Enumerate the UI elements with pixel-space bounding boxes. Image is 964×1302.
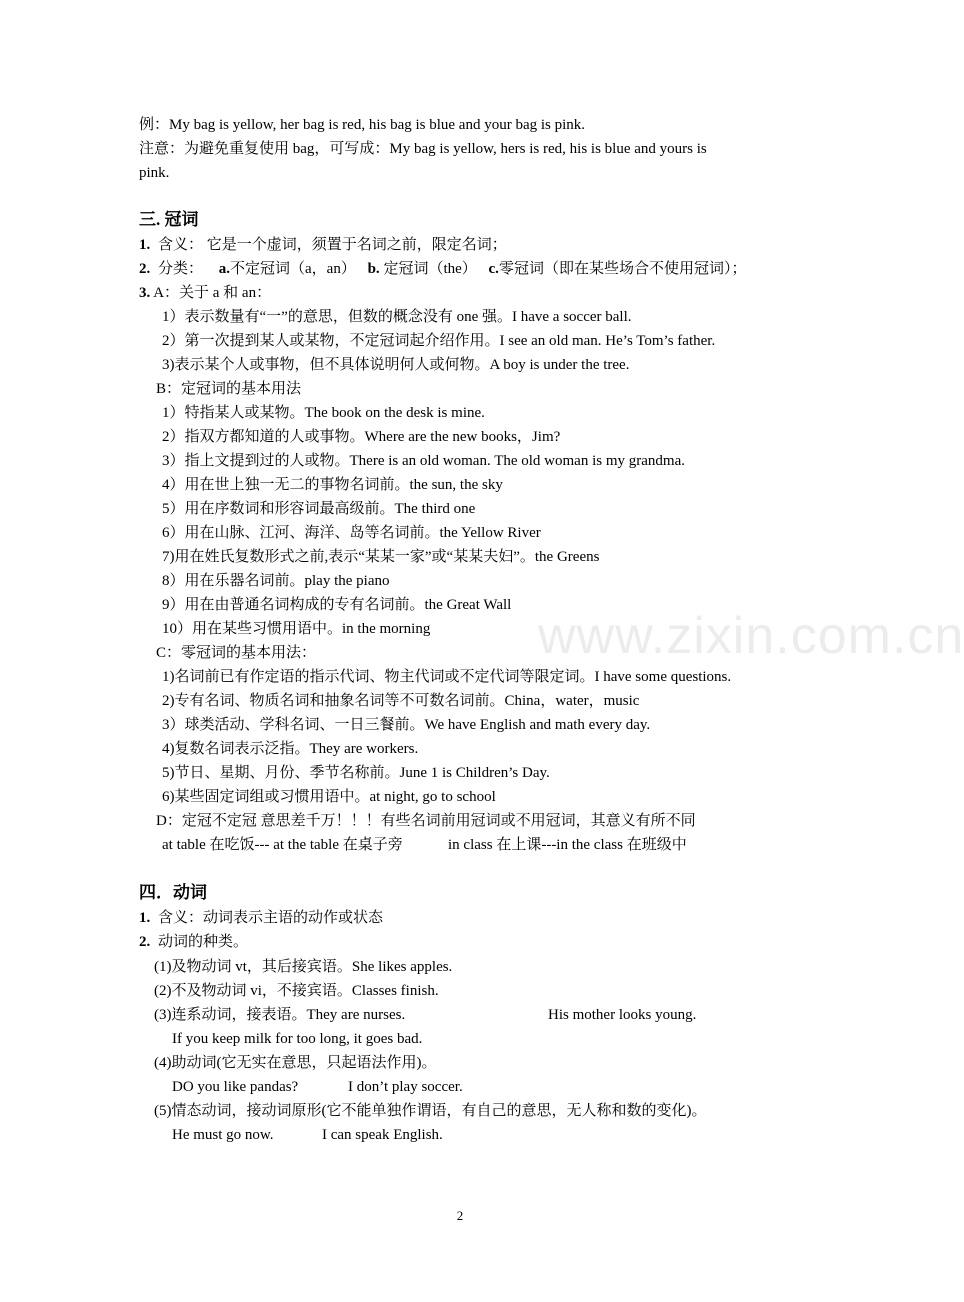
list-item: 2）第一次提到某人或某物，不定冠词起介绍作用。I see an old man. He’s Tom’s father. (162, 333, 716, 349)
verb-kinds-heading (139, 932, 248, 952)
class-c-text: 零冠词（即在某些场合不使用冠词）； (498, 261, 747, 277)
list-item: 2)专有名词、物质名词和抽象名词等不可数名词前。China，water，music (162, 693, 640, 709)
example-sentence: DO you like pandas? (172, 1079, 299, 1095)
example-sentence: I can speak English. (322, 1127, 443, 1143)
subsection-a-title: A：关于 a 和 an： (153, 285, 272, 301)
example-sentence: His mother looks young. (548, 1007, 697, 1023)
list-item: 3）球类活动、学科名词、一日三餐前。We have English and math every day. (162, 717, 651, 733)
list-item: 1）表示数量有“一”的意思，但数的概念没有 one 强。I have a soccer ball. (162, 309, 632, 325)
articles-definition (139, 235, 507, 255)
contrast-example: in class 在上课---in the class 在班级中 (448, 837, 687, 853)
page-number: 2 (456, 1208, 464, 1223)
list-item: (3)连系动词，接表语。They are nurses. (154, 1007, 406, 1023)
list-item: 4）用在世上独一无二的事物名词前。the sun, the sky (162, 477, 503, 493)
item-number: 2. (139, 934, 151, 950)
example-sentence: I don’t play soccer. (348, 1079, 463, 1095)
list-item: 7)用在姓氏复数形式之前,表示“某某一家”或“某某夫妇”。the Greens (162, 549, 600, 565)
classification-label: 分类： (158, 261, 204, 277)
watermark: www.zixin.com.cn (538, 607, 964, 665)
class-b-marker: b. (367, 261, 380, 277)
definition-text: 含义： 它是一个虚词，须置于名词之前，限定名词； (158, 237, 507, 253)
note-line: 注意：为避免重复使用 bag，可写成：My bag is yellow, hers is red, his is blue and yours is (139, 141, 707, 157)
verb-kinds-title: 动词的种类。 (158, 934, 249, 950)
item-number: 1. (139, 237, 151, 253)
list-item: 5)节日、星期、月份、季节名称前。June 1 is Children’s Day. (162, 765, 550, 781)
list-item: 1)名词前已有作定语的指示代词、物主代词或不定代词等限定词。I have some questions. (162, 669, 732, 685)
subsection-b-heading: B：定冠词的基本用法 (156, 381, 302, 397)
subsection-c-heading: C：零冠词的基本用法： (156, 645, 317, 661)
definition-text: 含义：动词表示主语的动作或状态 (158, 910, 384, 926)
item-number: 1. (139, 910, 151, 926)
list-item: 1）特指某人或某物。The book on the desk is mine. (162, 405, 485, 421)
list-item: 3)表示某个人或事物，但不具体说明何人或何物。A boy is under the tree. (162, 357, 630, 373)
class-c-marker: c. (488, 261, 499, 277)
list-item: 10）用在某些习惯用语中。in the morning (162, 621, 431, 637)
verbs-definition (139, 908, 383, 928)
list-item: 9）用在由普通名词构成的专有名词前。the Great Wall (162, 597, 512, 613)
list-item: 6）用在山脉、江河、海洋、岛等名词前。the Yellow River (162, 525, 541, 541)
list-item: (4)助动词(它无实在意思，只起语法作用)。 (154, 1055, 437, 1071)
list-item: 2）指双方都知道的人或事物。Where are the new books，Jim? (162, 429, 561, 445)
list-item: 4)复数名词表示泛指。They are workers. (162, 741, 419, 757)
articles-classification (139, 259, 746, 279)
section-title-articles: 三. 冠词 (139, 210, 199, 229)
list-item: (2)不及物动词 vi，不接宾语。Classes finish. (154, 983, 439, 999)
list-item: (5)情态动词，接动词原形(它不能单独作谓语，有自己的意思，无人称和数的变化)。 (154, 1103, 707, 1119)
list-item: 5）用在序数词和形容词最高级前。The third one (162, 501, 476, 517)
class-a-marker: a. (218, 261, 231, 277)
class-b-text: 定冠词（the） (383, 261, 477, 277)
list-item: (1)及物动词 vt，其后接宾语。She likes apples. (154, 959, 453, 975)
subsection-d-heading: D：定冠不定冠 意思差千万！！！有些名词前用冠词或不用冠词，其意义有所不同 (156, 813, 696, 829)
example-sentence: He must go now. (172, 1127, 274, 1143)
list-item: 6)某些固定词组或习惯用语中。at night, go to school (162, 789, 496, 805)
section-title-verbs: 四．动词 (139, 883, 207, 902)
subsection-a-heading (139, 283, 271, 303)
class-a-text: 不定冠词（a，an） (230, 261, 356, 277)
item-number: 2. (139, 261, 151, 277)
list-item: 3）指上文提到过的人或物。There is an old woman. The old woman is my grandma. (162, 453, 685, 469)
example-sentence: If you keep milk for too long, it goes bad. (172, 1031, 423, 1047)
list-item: 8）用在乐器名词前。play the piano (162, 573, 390, 589)
item-number: 3. (139, 285, 151, 301)
example-line: 例：My bag is yellow, her bag is red, his bag is blue and your bag is pink. (139, 117, 586, 133)
note-line-cont: pink. (139, 165, 170, 181)
contrast-example: at table 在吃饭--- at the table 在桌子旁 (162, 837, 403, 853)
